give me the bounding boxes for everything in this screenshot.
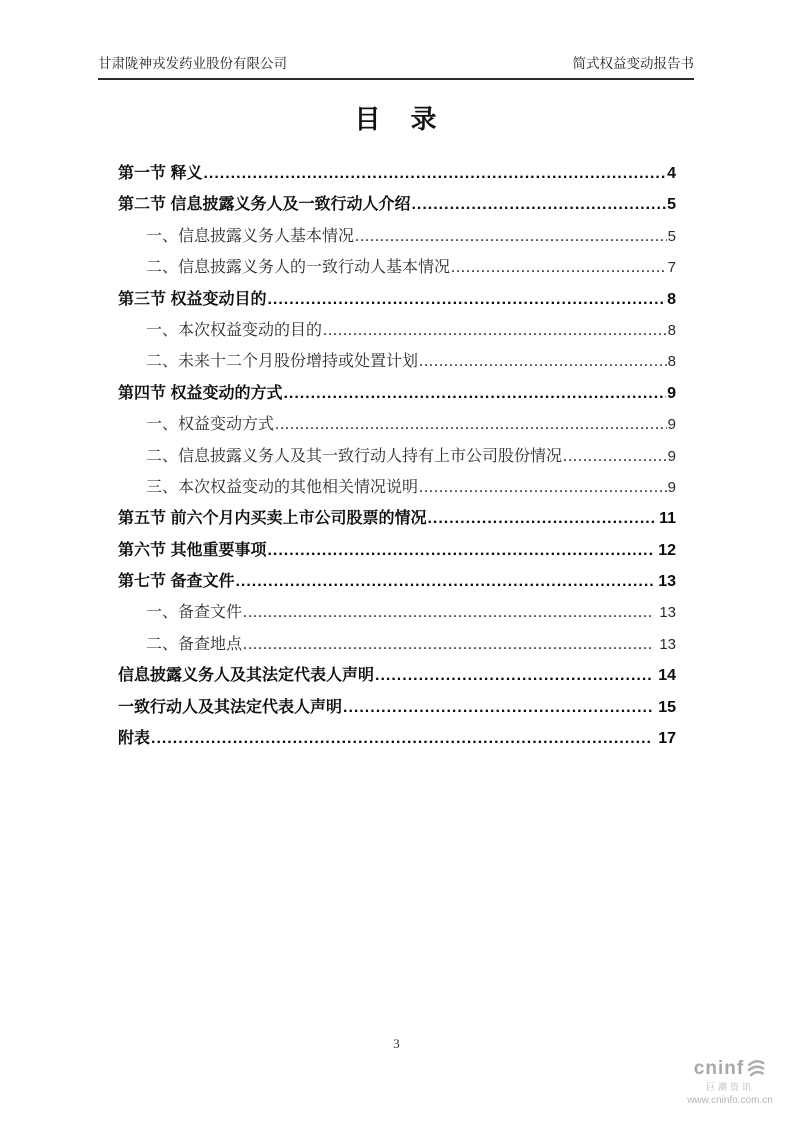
toc-entry	[118, 723, 676, 754]
page-title: 目 录	[354, 105, 439, 134]
toc-entry-page-number: 7	[667, 259, 676, 277]
toc-leader-dots	[343, 692, 653, 723]
toc-entry-label: 第六节 其他重要事项	[118, 541, 267, 559]
toc-entry-label: 一致行动人及其法定代表人声明	[118, 698, 343, 716]
toc-entry	[118, 252, 676, 283]
toc-entry-label: 一、备查文件	[146, 604, 243, 622]
toc-entry	[118, 566, 676, 597]
toc-list	[118, 158, 676, 754]
toc-leader-dots	[375, 660, 653, 691]
toc-entry	[118, 660, 676, 691]
toc-leader-dots	[419, 346, 667, 377]
toc-entry-page-number: 13	[658, 573, 676, 591]
toc-entry	[118, 221, 676, 252]
toc-entry-label: 第五节 前六个月内买卖上市公司股票的情况	[118, 510, 427, 528]
toc-entry	[118, 189, 676, 220]
toc-entry-label: 二、备查地点	[146, 635, 243, 653]
toc-entry	[118, 378, 676, 409]
toc-leader-dots	[411, 189, 666, 220]
toc-entry-label: 二、未来十二个月股份增持或处置计划	[146, 353, 419, 371]
running-header	[98, 52, 694, 80]
toc-entry-page-number: 8	[667, 321, 676, 339]
toc-entry-page-number: 9	[667, 384, 676, 402]
toc-entry-page-number: 12	[658, 541, 676, 559]
toc-entry-label: 第七节 备查文件	[118, 573, 235, 591]
toc-leader-dots	[235, 566, 653, 597]
toc-leader-dots	[243, 597, 654, 628]
cninfo-brand-text: cninf	[693, 1058, 745, 1080]
cninfo-cn-name: 巨潮资讯	[705, 1082, 754, 1093]
footer-page-number: 3	[393, 1036, 400, 1051]
toc-entry	[118, 441, 676, 472]
toc-entry-page-number: 4	[667, 165, 676, 182]
toc-entry	[118, 597, 676, 628]
toc-entry-page-number: 8	[667, 290, 676, 308]
toc-entry-page-number: 9	[667, 478, 676, 496]
toc-entry	[118, 315, 676, 346]
toc-entry	[118, 284, 676, 315]
toc-entry-label: 附表	[118, 730, 151, 748]
toc-leader-dots	[267, 284, 666, 315]
toc-entry-label: 一、权益变动方式	[146, 416, 275, 434]
header-report-title: 简式权益变动报告书	[572, 56, 694, 71]
toc-entry	[118, 692, 676, 723]
toc-leader-dots	[243, 629, 654, 660]
toc-leader-dots	[563, 441, 667, 472]
toc-entry-label: 第四节 权益变动的方式	[118, 384, 283, 402]
cninfo-brand-line	[675, 1058, 785, 1083]
toc-leader-dots	[323, 315, 667, 346]
toc-entry-page-number: 15	[658, 698, 676, 716]
toc-entry-label: 第二节 信息披露义务人及一致行动人介绍	[118, 196, 411, 214]
toc-entry-label: 一、本次权益变动的目的	[146, 321, 323, 339]
toc-leader-dots	[267, 535, 653, 566]
toc-entry-label: 第三节 权益变动目的	[118, 290, 267, 308]
toc-entry-page-number: 11	[659, 510, 676, 528]
cninfo-url: www.cninfo.com.cn	[687, 1095, 773, 1106]
toc-entry-page-number: 9	[667, 416, 676, 434]
toc-entry	[118, 409, 676, 440]
toc-entry-page-number: 5	[667, 227, 676, 245]
toc-entry	[118, 503, 676, 534]
toc-entry-page-number: 9	[667, 447, 676, 465]
toc-leader-dots	[419, 472, 667, 503]
toc-entry	[118, 629, 676, 660]
toc-entry-page-number: 13	[659, 604, 676, 622]
toc-leader-dots	[203, 158, 666, 189]
toc-entry-label: 二、信息披露义务人及其一致行动人持有上市公司股份情况	[146, 447, 563, 465]
toc-entry-label: 一、信息披露义务人基本情况	[146, 227, 355, 245]
toc-entry	[118, 346, 676, 377]
toc-entry-page-number: 5	[667, 196, 676, 214]
toc-entry-page-number: 14	[658, 667, 676, 685]
cninfo-logo	[675, 1058, 785, 1106]
toc-entry	[118, 535, 676, 566]
toc-entry-label: 第一节 释义	[118, 165, 203, 182]
toc-entry-page-number: 8	[667, 353, 676, 371]
toc-leader-dots	[283, 378, 666, 409]
toc-leader-dots	[451, 252, 667, 283]
toc-entry	[118, 472, 676, 503]
cninfo-swirl-icon	[746, 1058, 766, 1083]
toc-entry-label: 信息披露义务人及其法定代表人声明	[118, 667, 375, 685]
toc-entry	[118, 158, 676, 189]
toc-leader-dots	[427, 503, 654, 534]
toc-entry-page-number: 17	[658, 730, 676, 748]
toc-entry-label: 二、信息披露义务人的一致行动人基本情况	[146, 259, 451, 277]
toc-entry-page-number: 13	[659, 635, 676, 653]
header-company-name: 甘肃陇神戎发药业股份有限公司	[98, 56, 287, 71]
toc-entry-label: 三、本次权益变动的其他相关情况说明	[146, 478, 419, 496]
toc-leader-dots	[355, 221, 667, 252]
toc-leader-dots	[151, 723, 653, 754]
toc-leader-dots	[275, 409, 667, 440]
